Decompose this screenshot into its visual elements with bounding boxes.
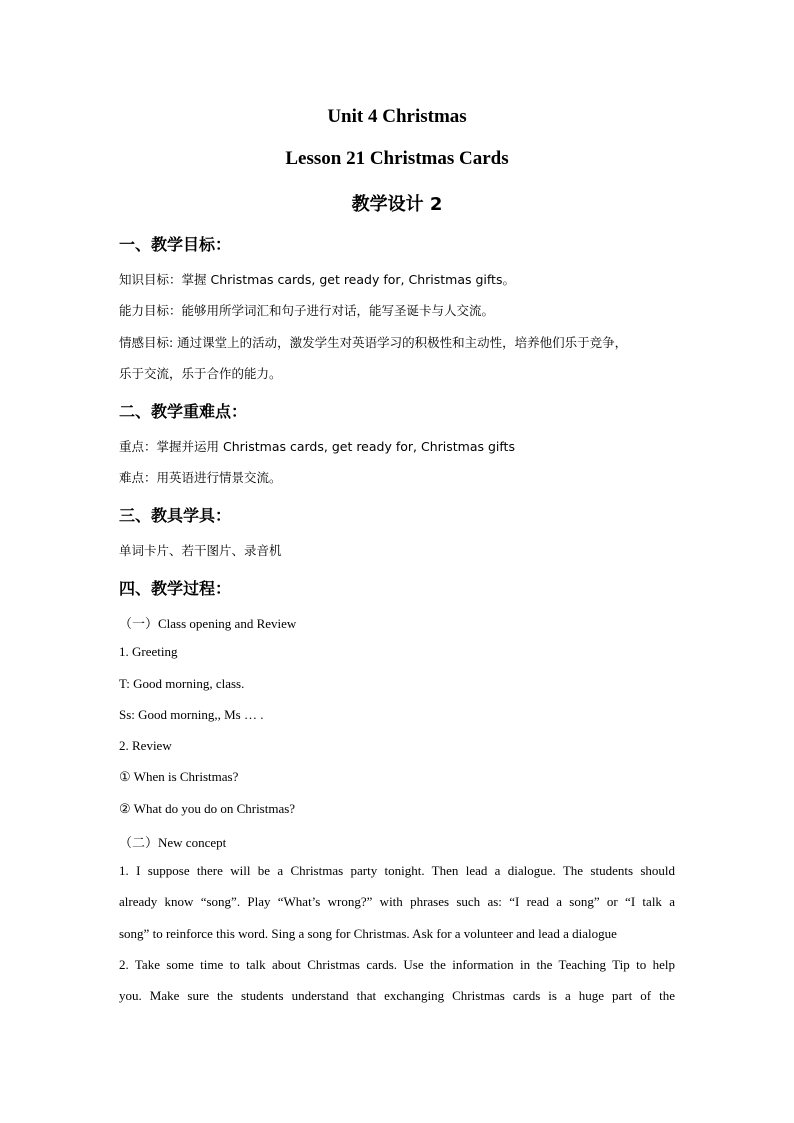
- section4-heading: 四、教学过程：: [119, 579, 232, 598]
- process-line: 1. Greeting: [119, 644, 178, 659]
- paragraph-line: already know “song”. Play “What’s wrong?” with phrases such as: “I read a song” or “I talk a: [119, 894, 675, 909]
- paragraph-line: 1. I suppose there will be a Christmas party tonight. Then lead a dialogue. The students should: [119, 863, 675, 878]
- ability-goal: 能力目标：能够用所学词汇和句子进行对话，能写圣诞卡与人交流。: [119, 303, 495, 318]
- process-line: （一）Class opening and Review: [119, 616, 297, 631]
- emotion-goal: 情感目标: 通过课堂上的活动，激发学生对英语学习的积极性和主动性，培养他们乐于竞争，: [119, 335, 628, 350]
- process-line: ② What do you do on Christmas?: [119, 801, 296, 816]
- section2-heading: 二、教学重难点：: [119, 402, 248, 421]
- process-line: T: Good morning, class.: [119, 676, 245, 691]
- process-line: 2. Review: [119, 738, 172, 753]
- process-line: Ss: Good morning,, Ms … .: [119, 707, 264, 722]
- teaching-aids: 单词卡片、若干图片、录音机: [119, 543, 282, 558]
- paragraph-line: you. Make sure the students understand that exchanging Christmas cards is a huge part of the: [119, 988, 675, 1003]
- key-point: 重点：掌握并运用 Christmas cards, get ready for, Christmas gifts: [119, 439, 515, 454]
- paragraph-line: 2. Take some time to talk about Christmas cards. Use the information in the Teaching Tip to help: [119, 957, 675, 972]
- emotion-goal-cont: 乐于交流，乐于合作的能力。: [119, 366, 282, 381]
- knowledge-goal: 知识目标：掌握 Christmas cards, get ready for, Christmas gifts。: [119, 272, 515, 287]
- lesson-title: Lesson 21 Christmas Cards: [285, 148, 509, 169]
- section3-heading: 三、教具学具：: [119, 506, 232, 525]
- design-title: 教学设计 2: [351, 194, 443, 215]
- paragraph-line: song” to reinforce this word. Sing a song for Christmas. Ask for a volunteer and lead a dialogue: [119, 926, 617, 941]
- difficult-point: 难点：用英语进行情景交流。: [119, 470, 282, 485]
- process-line: （二）New concept: [119, 835, 227, 850]
- unit-title: Unit 4 Christmas: [327, 106, 467, 127]
- process-line: ① When is Christmas?: [119, 769, 239, 784]
- section1-heading: 一、教学目标：: [119, 235, 232, 254]
